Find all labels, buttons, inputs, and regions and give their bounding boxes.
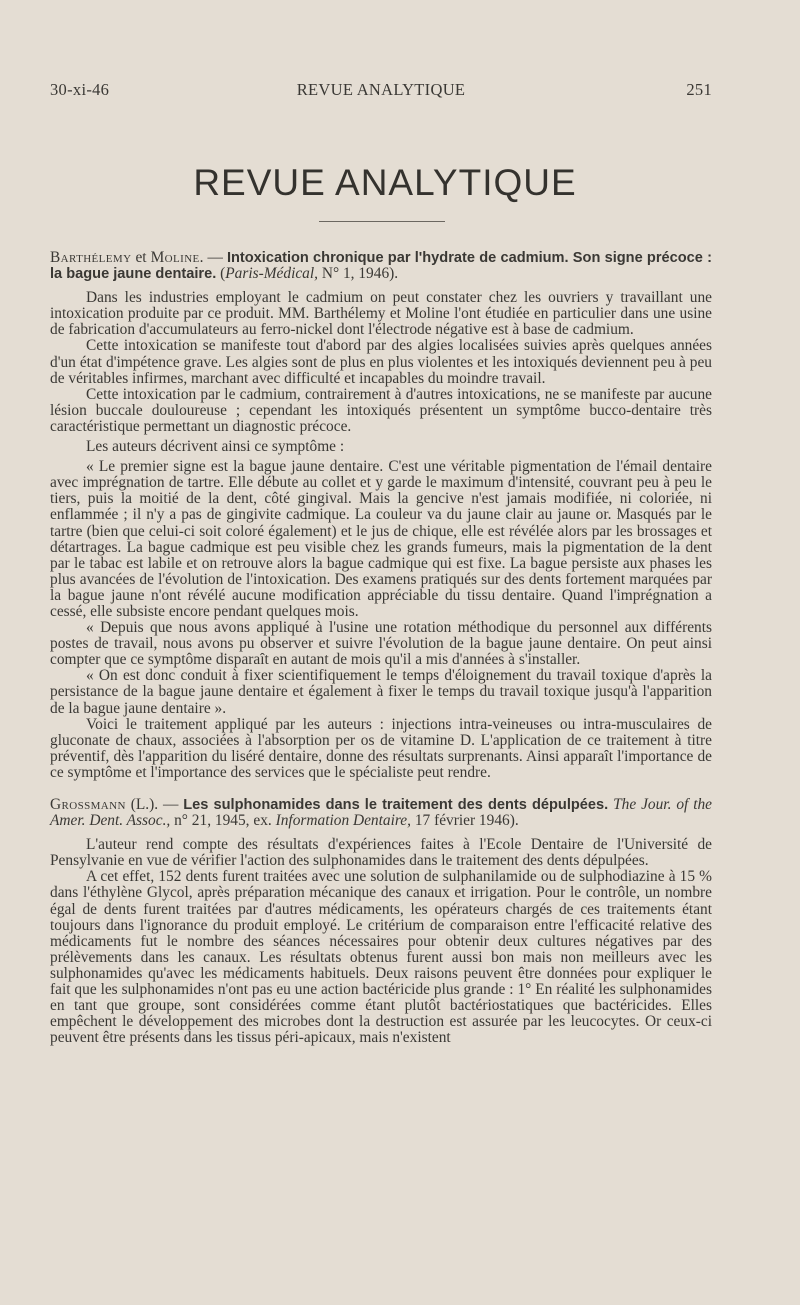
article-1-paragraph: Voici le traitement appliqué par les auteurs : injections intra-veineuses ou intra-musculaires de gluconate de chaux, associées à l'absorption per os de vitamine D. L'application de ce traitement à titre préventif, dès l'apparition du liséré dentaire, donne des résultats surprenants. Ainsi apparaît l'importance de ce symptôme et l'importance des services que le spécialiste peut rendre. — [50, 715, 712, 781]
article-2-heading — [50, 797, 712, 829]
article-1-quote: « On est donc conduit à fixer scientifiquement le temps d'éloignement du travail toxique d'après la persistance de la bague jaune dentaire et également à fixer le temps du travail toxique jusqu'à l'apparition de la bague jaune dentaire ». — [50, 667, 712, 717]
article-1-journal: Paris-Médical, — [225, 265, 318, 283]
running-header — [50, 80, 712, 100]
article-2-source-middle: n° 21, 1945, ex. — [170, 812, 276, 830]
article-1-paragraph: Cette intoxication se manifeste tout d'abord par des algies localisées suivies après quelques années d'un état d'impétence grave. Les algies sont de plus en plus violentes et les intoxiqués deviennent peu à peu de véritables infirmes, marchant avec difficulté et incapables du moindre travail. — [50, 337, 712, 387]
article-2-source-rest: 17 février 1946). — [410, 812, 519, 830]
article-1-paragraph: Cette intoxication par le cadmium, contrairement à d'autres intoxications, ne se manifeste par aucune lésion buccale douloureuse ; cependant les intoxiqués présentent un symptôme bucco-dentaire très caractéristique permettant un diagnostic précoce. — [50, 385, 712, 435]
article-1-quote: « Le premier signe est la bague jaune dentaire. C'est une véritable pigmentation de l'émail dentaire avec imprégnation de tartre. Elle débute au collet et y garde le maximum d'intensité, couvrant peu à peu le tiers, puis la moitié de la dent, côté gingival. Mais la gencive n'est jamais modifiée, ni coloriée, ni enflammée ; il n'y a pas de gingivite cadmique. La couleur va du jaune clair au jaune or. Masqués par le tartre (bien que celui-ci soit coloré également) et le jus de chique, elle est révélée alors par les brossages et détartrages. La bague cadmique est peu visible chez les grands fumeurs, mais la pigmentation de la dent par le tabac est labile et on retrouve alors la bague cadmique qui est fixe. La bague persiste aux phases les plus avancées de l'évolution de l'intoxication. Des examens pratiqués sur des dents fortement marquées par la bague jaune n'ont révélé aucune modification appréciable du tissu dentaire. Quand l'imprégnation a cessé, elle subsiste encore pendant quelques mois. — [50, 458, 712, 620]
header-running-title: REVUE ANALYTIQUE — [296, 80, 466, 99]
article-2-title: Les sulphonamides dans le traitement des dents dépulpées. — [183, 797, 609, 813]
article-2-paragraph: A cet effet, 152 dents furent traitées avec une solution de sulphanilamide ou de sulphodiazine à 15 % dans l'éthylène Glycol, après préparation mécanique des canaux et irrigation. Pour le contrôle, un nombre égal de dents furent traitées par d'autres médicaments, les opérateurs chargés de ces traitements étant toujours dans l'ignorance du produit employé. Le critérium de comparaison entre l'efficacité relative des médicaments fut le nombre des séances nécessaires pour obtenir deux cultures négatives par des prélèvements dans les canaux. Les résultats obtenus furent aussi bon mais non meilleurs avec les sulphonamides qu'avec les médicaments habituels. Deux raisons peuvent être données pour expliquer le fait que les sulphonamides n'ont pas eu une action bactéricide plus grande : 1° En réalité les sulphonamides en tant que groupe, sont considérées comme étant plutôt bactériostatiques que bactéricides. Elles empêchent le développement des microbes dont la destruction est assurée par les leucocytes. Or ceux-ci peuvent être présents dans les tissus péri-apicaux, mais n'existent — [50, 868, 712, 1047]
page-title: REVUE ANALYTIQUE — [193, 162, 577, 203]
source-open: ( — [216, 265, 226, 283]
article-1-source-rest: N° 1, 1946). — [318, 265, 399, 283]
article-column — [50, 250, 712, 1052]
article-2-paragraph: L'auteur rend compte des résultats d'expériences faites à l'Ecole Dentaire de l'Université de Pensylvanie en vue de vérifier l'action des sulphonamides dans le traitement des dents dépulpées. — [50, 836, 712, 870]
article-2 — [50, 797, 712, 1046]
article-1-quote: « Depuis que nous avons appliqué à l'usine une rotation méthodique du personnel aux différents postes de travail, nous avons pu observer et suivre l'évolution de la bague jaune dentaire. On peut ainsi compter que ce symptôme disparaît en autant de mois qu'il a mis d'années à s'installer. — [50, 619, 712, 669]
title-divider — [319, 221, 445, 222]
heading-dash: . — — [199, 249, 227, 266]
article-1-coauthor: Moline — [150, 249, 200, 266]
article-1-paragraph: Dans les industries employant le cadmium on peut constater chez les ouvriers y travaillant une intoxication produite par ce produit. MM. Barthélemy et Moline l'ont étudiée en particulier dans une usine de fabrication d'accumulateurs au ferro-nickel dont l'électrode négative est à base de cadmium. — [50, 289, 712, 339]
article-2-secondary-journal: Information Dentaire, — [275, 812, 411, 830]
author-connector: et — [131, 249, 151, 266]
article-1-heading — [50, 250, 712, 282]
page-number: 251 — [686, 80, 712, 99]
author-initial: (L.) — [125, 796, 155, 813]
article-1 — [50, 250, 712, 781]
article-1-paragraph: Les auteurs décrivent ainsi ce symptôme : — [86, 438, 345, 456]
article-2-journal: The Jour. of the Amer. Dent. Assoc., — [50, 796, 712, 830]
article-1-author: Barthélemy — [50, 249, 132, 266]
article-2-author: Grossmann — [50, 796, 126, 813]
article-1-title: Intoxication chronique par l'hydrate de cadmium. Son signe précoce : la bague jaune dentaire. — [50, 250, 712, 283]
header-date: 30-xi-46 — [50, 80, 110, 99]
heading-dash: . — — [154, 796, 184, 813]
